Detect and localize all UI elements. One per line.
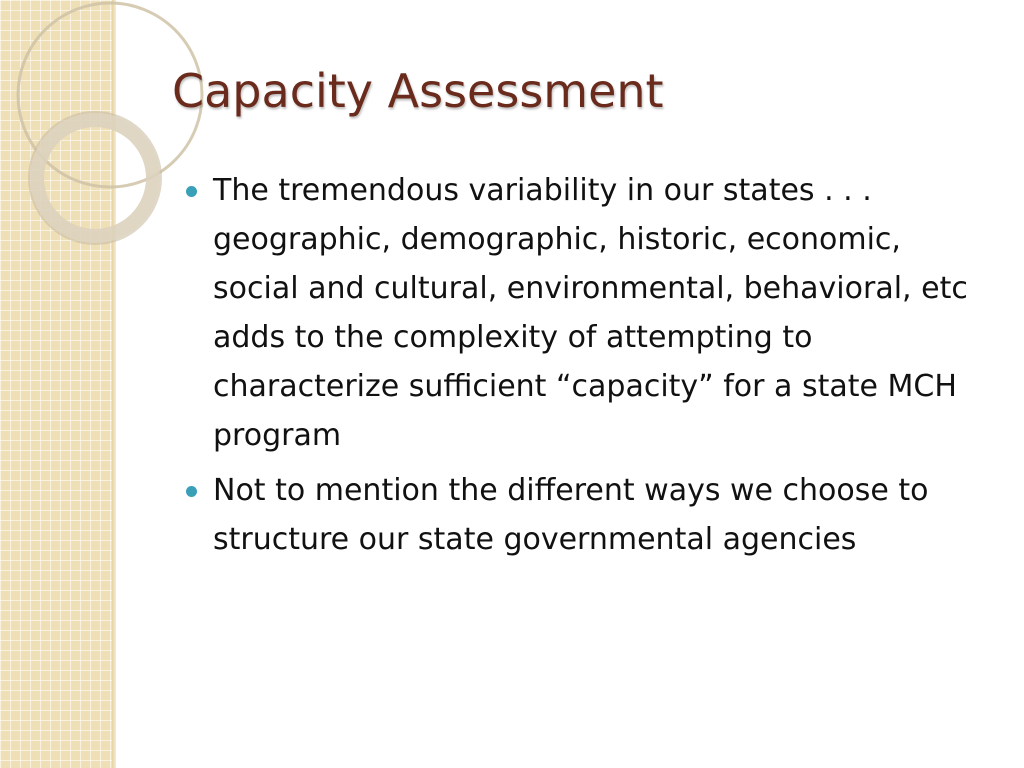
bullet-item	[186, 166, 986, 460]
bullet-dot-icon	[186, 486, 197, 497]
bullet-item	[186, 466, 986, 564]
bullet-text: The tremendous variability in our states . . . geographic, demographic, historic, economic, social and cultural, environmental, behavioral, etc adds to the complexity of attempting to characterize sufficient “capacity” for a state MCH program	[213, 173, 968, 453]
bullet-text: Not to mention the different ways we choose to structure our state governmental agencies	[213, 473, 929, 557]
decorative-side-panel	[0, 0, 112, 768]
slide-title: Capacity Assessment	[172, 64, 664, 118]
bullet-list	[186, 166, 986, 570]
bullet-dot-icon	[186, 186, 197, 197]
side-panel-edge	[112, 0, 116, 768]
